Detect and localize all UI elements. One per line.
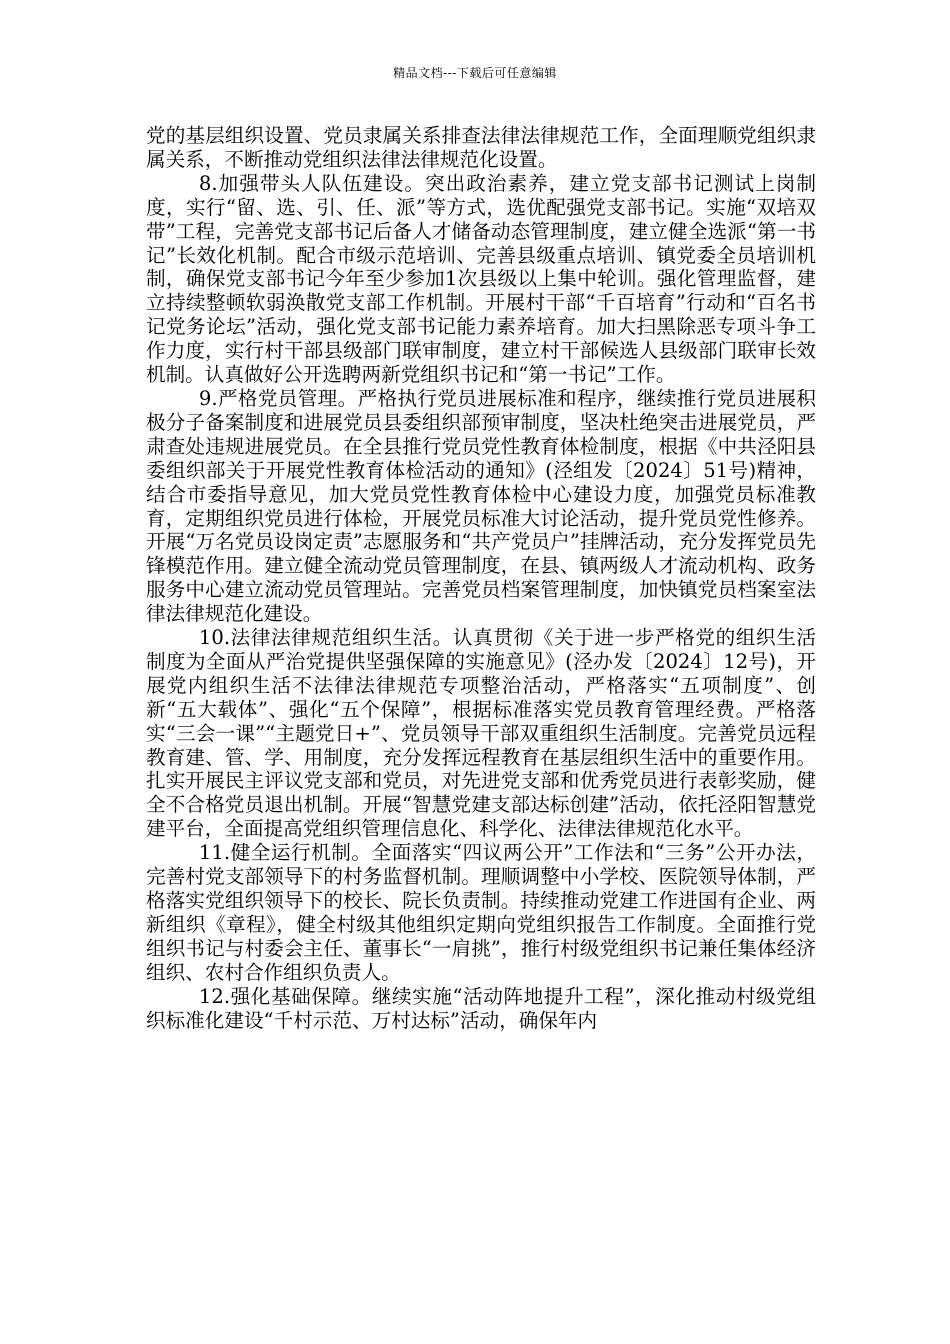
paragraph-item-10: 10.法律法律规范组织生活。认真贯彻《关于进一步严格党的组织生活制度为全面从严治党提供坚强保障的实施意见》(泾办发〔2024〕12号)，开展党内组织生活不法律法律规范专项整治活动，严格落实“五项制度”、创新“五大载体”、强化“五个保障”，根据标准落实党员教育管理经费。严格落实“三会一课”“主题党日+”、党员领导干部双重组织生活制度。完善党员远程教育建、管、学、用制度，充分发挥远程教育在基层组织生活中的重要作用。扎实开展民主评议党支部和党员，对先进党支部和优秀党员进行表彰奖励，健全不合格党员退出机制。开展“智慧党建支部达标创建”活动，依托泾阳智慧党建平台，全面提高党组织管理信息化、科学化、法律法律规范化水平。 [146,626,816,841]
paragraph-item-8: 8.加强带头人队伍建设。突出政治素养，建立党支部书记测试上岗制度，实行“留、选、引、任、派”等方式，选优配强党支部书记。实施“双培双带”工程，完善党支部书记后备人才储备动态管理制度，建立健全选派“第一书记”长效化机制。配合市级示范培训、完善县级重点培训、镇党委全员培训机制，确保党支部书记今年至少参加1次县级以上集中轮训。强化管理监督，建立持续整顿软弱涣散党支部工作机制。开展村干部“千百培育”行动和“百名书记党务论坛”活动，强化党支部书记能力素养培育。加大扫黑除恶专项斗争工作力度，实行村干部县级部门联审制度，建立村干部候选人县级部门联审长效机制。认真做好公开选聘两新党组织书记和“第一书记”工作。 [146,171,816,387]
document-body [146,124,816,1032]
page-header: 精品文档---下载后可任意编辑 [393,66,557,80]
paragraph-item-9: 9.严格党员管理。严格执行党员进展标准和程序，继续推行党员进展积极分子备案制度和进展党员县委组织部预审制度，坚决杜绝突击进展党员，严肃查处违规进展党员。在全县推行党员党性教育体检制度，根据《中共泾阳县委组织部关于开展党性教育体检活动的通知》(泾组发〔2024〕51号)精神，结合市委指导意见，加大党员党性教育体检中心建设力度，加强党员标准教育，定期组织党员进行体检，开展党员标准大讨论活动，提升党员党性修养。开展“万名党员设岗定责”志愿服务和“共产党员户”挂牌活动，充分发挥党员先锋模范作用。建立健全流动党员管理制度，在县、镇两级人才流动机构、政务服务中心建立流动党员管理站。完善党员档案管理制度，加快镇党员档案室法律法律规范化建设。 [146,386,816,626]
paragraph-item-11: 11.健全运行机制。全面落实“四议两公开”工作法和“三务”公开办法，完善村党支部领导下的村务监督机制。理顺调整中小学校、医院领导体制，严格落实党组织领导下的校长、院长负责制。持续推动党建工作进国有企业、两新组织《章程》，健全村级其他组织定期向党组织报告工作制度。全面推行党组织书记与村委会主任、董事长“一肩挑”，推行村级党组织书记兼任集体经济组织、农村合作组织负责人。 [146,841,816,984]
paragraph-continued: 党的基层组织设置、党员隶属关系排查法律法律规范工作，全面理顺党组织隶属关系，不断推动党组织法律法律规范化设置。 [146,124,816,171]
paragraph-item-12: 12.强化基础保障。继续实施“活动阵地提升工程”，深化推动村级党组织标准化建设“千村示范、万村达标”活动，确保年内 [146,984,816,1032]
